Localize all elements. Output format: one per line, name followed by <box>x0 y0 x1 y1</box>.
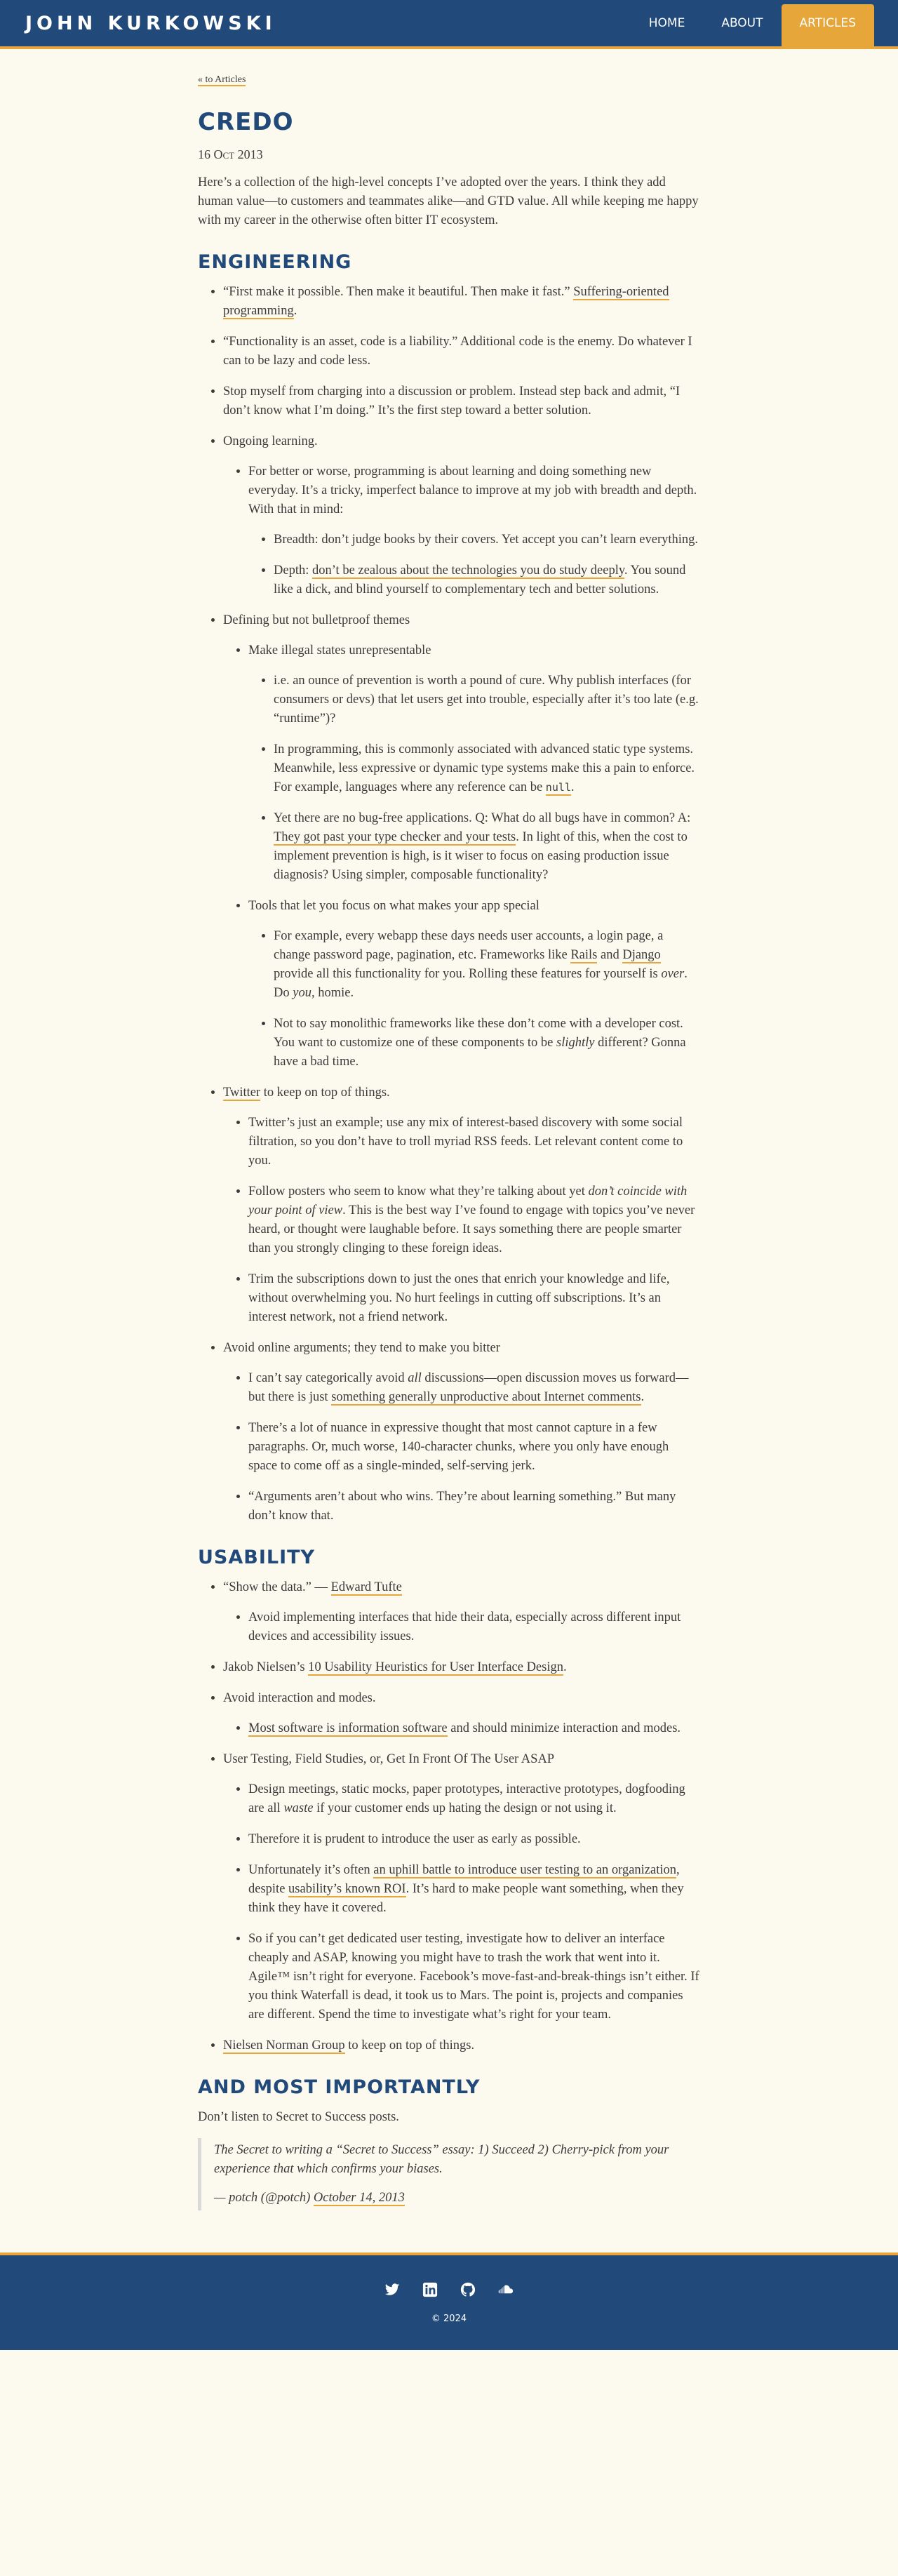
list-item: • “Arguments aren’t about who wins. They’re about learning something.” But many don’t know that. <box>248 1488 700 1526</box>
article-intro: Here’s a collection of the high-level concepts I’ve adopted over the years. I think they add human value—to customers and teammates alike—and GTD value. All while keeping me happy with my career in the otherwise often bitter IT ecosystem. <box>198 175 699 227</box>
usability-list <box>198 1578 700 2055</box>
null-link[interactable]: null <box>546 780 571 796</box>
copyright: © 2024 <box>431 2314 467 2324</box>
list-item: • I can’t say categorically avoid all discussions—open discussion moves us forward—but there is just something generally unproductive about Internet comments. <box>248 1369 700 1407</box>
list-item: • Not to say monolithic frameworks like these don’t come with a developer cost. You want to customize one of these components to be slightly different? Gonna have a bad time. <box>274 1015 700 1072</box>
page-title: CREDO <box>198 108 294 136</box>
suffering-oriented-link[interactable]: Suffering-oriented programming <box>223 285 669 318</box>
edward-tufte-link[interactable]: Edward Tufte <box>330 1580 402 1594</box>
twitter-icon[interactable] <box>384 2281 401 2298</box>
soundcloud-icon[interactable] <box>497 2281 514 2298</box>
list-item: • i.e. an ounce of prevention is worth a pound of cure. Why publish interfaces (for consumers or devs) that let users get into trouble, especially after it’s too late (e.g. “runtime”)? <box>274 672 700 728</box>
list-item: • Trim the subscriptions down to just the ones that enrich your knowledge and life, without overwhelming you. No hurt feelings in cutting off subscriptions. It’s an interest network, not a friend network. <box>248 1270 700 1327</box>
list-item: • “Functionality is an asset, code is a liability.” Additional code is the enemy. Do whatever I can to be lazy and code less. <box>223 333 700 371</box>
list-item: • So if you can’t get dedicated user testing, investigate how to deliver an interface cheaply and ASAP, knowing you might have to trash the work that went into it. Agile™ isn’t right for everyone. Facebook’s move-fast-and-break-things isn’t either. If you think Waterfall is dead, it took us to Mars. The point is, projects and companies are different. Spend the time to investigate what’s right for your team. <box>248 1930 700 2024</box>
usability-roi-link[interactable]: usability’s known ROI <box>288 1882 406 1896</box>
list-item: • Twitter’s just an example; use any mix of interest-based discovery with some social filtration, so you don’t have to troll myriad RSS feeds. Let relevant content come to you. <box>248 1114 700 1170</box>
list-item: • For example, every webapp these days needs user accounts, a login page, a change password page, pagination, etc. Frameworks like Rails and Django provide all this functionality for you. Rolling these features for yourself is over. Do you, homie. <box>274 927 700 1003</box>
list-item: • Twitter to keep on top of things. • Twitter’s just an example; use any mix of interest-based discovery with some social filtration, so you don’t have to troll myriad RSS feeds. Let relevant content come to you. • Follow posters who seem to know what they’re talking about yet don’t coincide with your point of view. This is the best way I’ve found to engage with topics you’ve never heard, or thought were laughable before. It says something there are people smarter than you strongly clinging to these foreign ideas. • Trim the subscriptions down to just the ones that enrich your knowledge and life, without overwhelming you. No hurt feelings in cutting off subscriptions. It’s an interest network, not a friend network. <box>223 1083 700 1327</box>
list-item: • Most software is information software and should minimize interaction and modes. <box>248 1719 700 1738</box>
twitter-link[interactable]: Twitter <box>223 1086 261 1100</box>
site-header <box>0 0 898 49</box>
list-item: • Follow posters who seem to know what they’re talking about yet don’t coincide with your point of view. This is the best way I’ve found to engage with topics you’ve never heard, or thought were laughable before. It says something there are people smarter than you strongly clinging to these foreign ideas. <box>248 1182 700 1258</box>
list-item: • Breadth: don’t judge books by their covers. Yet accept you can’t learn everything. <box>274 530 700 549</box>
list-item: • Avoid online arguments; they tend to make you bitter • I can’t say categorically avoid all discussions—open discussion moves us forward—but there is just something generally unproductive about Internet comments. • There’s a lot of nuance in expressive thought that most cannot capture in a few paragraphs. Or, much worse, 140-character chunks, where you only have enough space to come off as a single-minded, self-serving jerk. • “Arguments aren’t about who wins. They’re about learning something.” But many don’t know that. <box>223 1339 700 1526</box>
list-item: • Yet there are no bug-free applications. Q: What do all bugs have in common? A: They got past your type checker and your tests. In light of this, when the cost to implement prevention is high, is it wiser to focus on easing production issue diagnosis? Using simpler, composable functionality? <box>274 809 700 885</box>
list-item: • “Show the data.” — Edward Tufte • Avoid implementing interfaces that hide their data, especially across different input devices and accessibility issues. <box>223 1578 700 1646</box>
nav-about[interactable]: ABOUT <box>721 16 763 30</box>
site-brand[interactable]: JOHN KURKOWSKI <box>25 12 276 34</box>
rails-link[interactable]: Rails <box>570 948 598 962</box>
tweet-date-link[interactable]: October 14, 2013 <box>313 2191 405 2205</box>
list-item: • For better or worse, programming is about learning and doing something new everyday. It’s a tricky, imperfect balance to improve at my job with breadth and depth. With that in mind: • Breadth: don’t judge books by their covers. Yet accept you can’t learn everything. • Depth: don’t be zealous about the technologies you do study deeply. You sound like a dick, and blind yourself to complementary tech and better solutions. <box>248 462 700 599</box>
back-to-articles-link[interactable]: « to Articles <box>198 74 246 85</box>
list-item: • Make illegal states unrepresentable • i.e. an ounce of prevention is worth a pound of cure. Why publish interfaces (for consumers or devs) that let users get into trouble, especially after it’s too late (e.g. “runtime”)? • In programming, this is commonly associated with advanced static type systems. Meanwhile, less expressive or dynamic type systems make this a pain to enforce. For example, languages where any reference can be null. • Yet there are no bug-free applications. Q: What do all bugs have in common? A: They got past your type checker and your tests. In light of this, when the cost to implement prevention is high, is it wiser to focus on easing production issue diagnosis? Using simpler, composable functionality? <box>248 641 700 885</box>
list-item: • Therefore it is prudent to introduce the user as early as possible. <box>248 1830 700 1849</box>
zealous-tech-link[interactable]: don’t be zealous about the technologies you do study deeply <box>311 563 624 578</box>
list-item: • Tools that let you focus on what makes your app special • For example, every webapp these days needs user accounts, a login page, a change password page, pagination, etc. Frameworks like Rails and Django provide all this functionality for you. Rolling these features for yourself is over. Do you, homie. • Not to say monolithic frameworks like these don’t come with a developer cost. You want to customize one of these components to be slightly different? Gonna have a bad time. <box>248 897 700 1072</box>
article-date: 16 Oct 2013 <box>198 147 263 161</box>
engineering-list <box>198 283 700 1526</box>
site-footer <box>0 2253 898 2350</box>
user-testing-battle-link[interactable]: an uphill battle to introduce user testing to an organization <box>373 1863 677 1877</box>
social-links <box>384 2281 514 2298</box>
list-item: • Avoid interaction and modes. • Most software is information software and should minimize interaction and modes. <box>223 1689 700 1738</box>
list-item: • Depth: don’t be zealous about the technologies you do study deeply. You sound like a dick, and blind yourself to complementary tech and better solutions. <box>274 561 700 599</box>
nav-articles[interactable]: ARTICLES <box>782 4 874 48</box>
article <box>198 49 700 2253</box>
list-item: • Ongoing learning. • For better or worse, programming is about learning and doing something new everyday. It’s a tricky, imperfect balance to improve at my job with breadth and depth. With that in mind: • Breadth: don’t judge books by their covers. Yet accept you can’t learn everything. • Depth: don’t be zealous about the technologies you do study deeply. You sound like a dick, and blind yourself to complementary tech and better solutions. <box>223 432 700 599</box>
section-heading-engineering: ENGINEERING <box>198 251 352 273</box>
main-nav <box>631 0 898 46</box>
quote-citation: — potch (@potch) October 14, 2013 <box>214 2191 405 2205</box>
list-item: • Jakob Nielsen’s 10 Usability Heuristics for User Interface Design. <box>223 1658 700 1677</box>
usability-heuristics-link[interactable]: 10 Usability Heuristics for User Interface Design <box>308 1660 563 1674</box>
closing-text: Don’t listen to Secret to Success posts. <box>198 2110 399 2124</box>
quote-text: The Secret to writing a “Secret to Success” essay: 1) Succeed 2) Cherry-pick from your experience that which confirms your biases. <box>214 2143 669 2176</box>
list-item: • There’s a lot of nuance in expressive thought that most cannot capture in a few paragraphs. Or, much worse, 140-character chunks, where you only have enough space to come off as a single-minded, self-serving jerk. <box>248 1419 700 1476</box>
list-item: • Defining but not bulletproof themes • Make illegal states unrepresentable • i.e. an ounce of prevention is worth a pound of cure. Why publish interfaces (for consumers or devs) that let users get into trouble, especially after it’s too late (e.g. “runtime”)? • In programming, this is commonly associated with advanced static type systems. Meanwhile, less expressive or dynamic type systems make this a pain to enforce. For example, languages where any reference can be null. • Yet there are no bug-free applications. Q: What do all bugs have in common? A: They got past your type checker and your tests. In light of this, when the cost to implement prevention is high, is it wiser to focus on easing production issue diagnosis? Using simpler, composable functionality? • Tools that let you focus on what makes your app special • For example, every webapp these days needs user accounts, a login page, a change password page, pagination, etc. Frameworks like Rails and Django provide all this functionality for you. Rolling these features for yourself is over. Do you, homie. • Not to say monolithic frameworks like these don’t come with a developer cost. You want to customize one of these components to be slightly different? Gonna have a bad time. <box>223 611 700 1072</box>
list-item: • User Testing, Field Studies, or, Get In Front Of The User ASAP • Design meetings, static mocks, paper prototypes, interactive prototypes, dogfooding are all waste if your customer ends up hating the design or not using it. • Therefore it is prudent to introduce the user as early as possible. • Unfortunately it’s often an uphill battle to introduce user testing to an organization, despite usability’s known ROI. It’s hard to make people want something, when they think they have it covered. • So if you can’t get dedicated user testing, investigate how to deliver an interface cheaply and ASAP, knowing you might have to trash the work that went into it. Agile™ isn’t right for everyone. Facebook’s move-fast-and-break-things isn’t either. If you think Waterfall is dead, it took us to Mars. The point is, projects and companies are different. Spend the time to investigate what’s right for your team. <box>223 1750 700 2024</box>
type-checker-link[interactable]: They got past your type checker and your tests <box>274 830 516 844</box>
list-item: • Nielsen Norman Group to keep on top of things. <box>223 2036 700 2055</box>
list-item: • Unfortunately it’s often an uphill battle to introduce user testing to an organization, despite usability’s known ROI. It’s hard to make people want something, when they think they have it covered. <box>248 1861 700 1918</box>
django-link[interactable]: Django <box>622 948 661 962</box>
list-item: • “First make it possible. Then make it beautiful. Then make it fast.” Suffering-oriented programming. <box>223 283 700 321</box>
list-item: • Avoid implementing interfaces that hide their data, especially across different input devices and accessibility issues. <box>248 1608 700 1646</box>
nielsen-norman-link[interactable]: Nielsen Norman Group <box>223 2038 345 2053</box>
list-item: • Design meetings, static mocks, paper prototypes, interactive prototypes, dogfooding are all waste if your customer ends up hating the design or not using it. <box>248 1780 700 1818</box>
section-heading-most-importantly: AND MOST IMPORTANTLY <box>198 2076 481 2098</box>
list-item: • Stop myself from charging into a discussion or problem. Instead step back and admit, “I don’t know what I’m doing.” It’s the first step toward a better solution. <box>223 382 700 420</box>
list-item: • In programming, this is commonly associated with advanced static type systems. Meanwhile, less expressive or dynamic type systems make this a pain to enforce. For example, languages where any reference can be null. <box>274 740 700 797</box>
nav-home[interactable]: HOME <box>648 16 685 30</box>
information-software-link[interactable]: Most software is information software <box>248 1721 448 1735</box>
linkedin-icon[interactable] <box>422 2281 438 2298</box>
github-icon[interactable] <box>460 2281 476 2298</box>
internet-comments-link[interactable]: something generally unproductive about Internet comments <box>331 1390 641 1404</box>
section-heading-usability: USABILITY <box>198 1547 316 1568</box>
tweet-quote <box>198 2138 700 2210</box>
